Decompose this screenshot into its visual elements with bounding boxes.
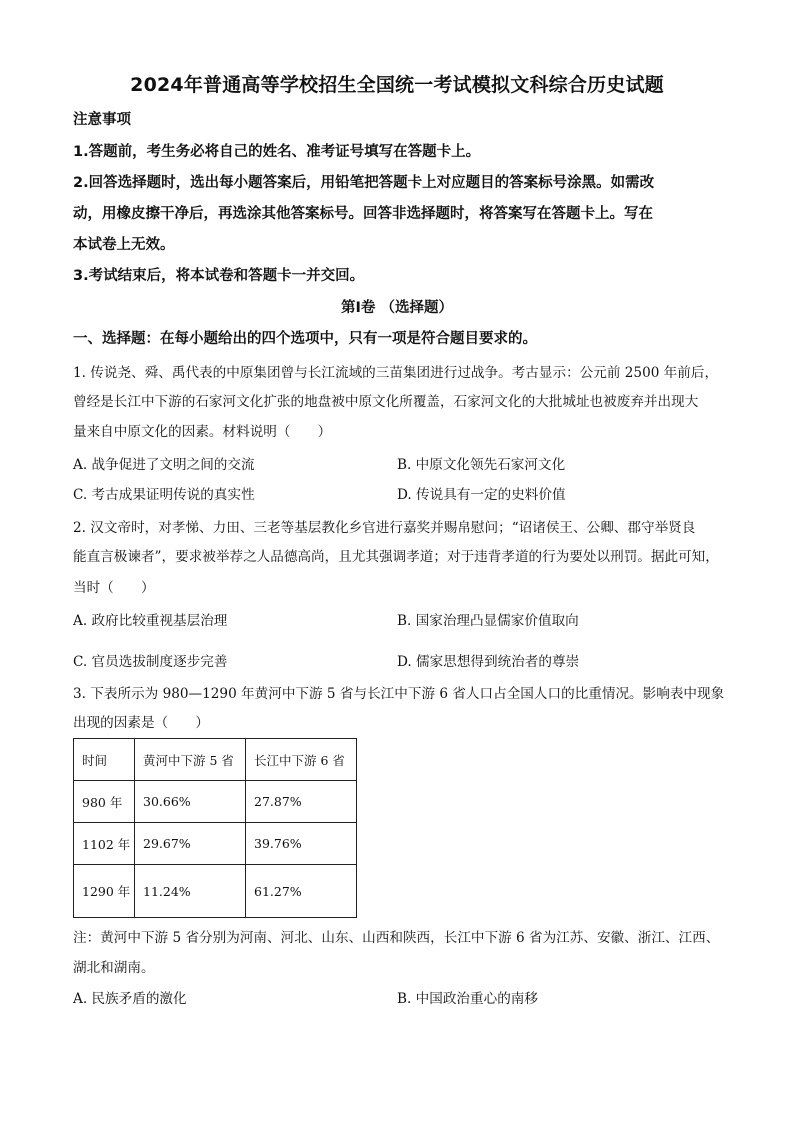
notice-item-1: 1.答题前，考生务必将自己的姓名、准考证号填写在答题卡上。 — [73, 144, 481, 160]
q3-option-a: A. 民族矛盾的激化 — [73, 991, 187, 1007]
notice-item-2-line-1: 2.回答选择题时，选出每小题答案后，用铅笔把答题卡上对应题目的答案标号涂黑。如需改 — [73, 175, 655, 191]
q1-stem-line-2: 曾经是长江中下游的石家河文化扩张的地盘被中原文化所覆盖，石家河文化的大批城址也被废弃并出现大 — [73, 394, 699, 410]
notice-heading: 注意事项 — [73, 112, 131, 128]
table-cell: 1102 年 — [74, 823, 135, 865]
q3-stem-line-2: 出现的因素是（ ） — [73, 715, 209, 731]
table-header-cell: 长江中下游 6 省 — [246, 739, 357, 781]
notice-item-2-line-2: 动，用橡皮擦干净后，再选涂其他答案标号。回答非选择题时，将答案写在答题卡上。写在 — [73, 206, 653, 222]
q1-option-a: A. 战争促进了文明之间的交流 — [73, 457, 255, 473]
q1-option-b: B. 中原文化领先石家河文化 — [397, 457, 566, 473]
q2-option-b: B. 国家治理凸显儒家价值取向 — [397, 613, 579, 629]
q1-option-d: D. 传说具有一定的史料价值 — [397, 487, 566, 503]
q2-stem-line-2: 能直言极谏者”，要求被举荐之人品德高尚，且尤其强调孝道；对于违背孝道的行为要处以刑罚。据此可知， — [73, 549, 719, 565]
q2-stem-line-3: 当时（ ） — [73, 580, 155, 596]
table-cell: 11.24% — [135, 865, 246, 918]
q3-option-b: B. 中国政治重心的南移 — [397, 991, 538, 1007]
q3-note-line-2: 湖北和湖南。 — [73, 960, 155, 976]
q1-stem-line-1: 1. 传说尧、舜、禹代表的中原集团曾与长江流域的三苗集团进行过战争。考古显示：公元前 2500 年前后， — [73, 365, 719, 381]
table-header-cell: 时间 — [74, 739, 135, 781]
q3-note-line-1: 注：黄河中下游 5 省分别为河南、河北、山东、山西和陕西，长江中下游 6 省为江苏、安徽、浙江、江西、 — [73, 930, 720, 946]
table-row — [74, 865, 357, 918]
q1-stem-line-3: 量来自中原文化的因素。材料说明（ ） — [73, 424, 332, 440]
q2-option-c: C. 官员选拔制度逐步完善 — [73, 654, 228, 670]
table-cell: 39.76% — [246, 823, 357, 865]
table-cell: 29.67% — [135, 823, 246, 865]
q1-option-c: C. 考古成果证明传说的真实性 — [73, 487, 255, 503]
table-cell: 61.27% — [246, 865, 357, 918]
table-cell: 1290 年 — [74, 865, 135, 918]
volume-heading: 第Ⅰ卷 （选择题） — [341, 300, 453, 316]
table-row — [74, 781, 357, 823]
q2-option-d: D. 儒家思想得到统治者的尊崇 — [397, 654, 580, 670]
notice-item-3: 3.考试结束后，将本试卷和答题卡一并交回。 — [73, 268, 365, 284]
exam-title: 2024年普通高等学校招生全国统一考试模拟文科综合历史试题 — [130, 74, 664, 96]
q2-option-a: A. 政府比较重视基层治理 — [73, 613, 228, 629]
q2-stem-line-1: 2. 汉文帝时，对孝悌、力田、三老等基层教化乡官进行嘉奖并赐帛慰问；“诏诸侯王、公卿、郡守举贤良 — [73, 520, 696, 536]
population-table — [73, 738, 357, 918]
table-cell: 27.87% — [246, 781, 357, 823]
section-heading: 一、选择题：在每小题给出的四个选项中，只有一项是符合题目要求的。 — [73, 331, 537, 347]
q3-stem-line-1: 3. 下表所示为 980—1290 年黄河中下游 5 省与长江中下游 6 省人口占全国人口的比重情况。影响表中现象 — [73, 686, 725, 702]
notice-item-2-line-3: 本试卷上无效。 — [73, 237, 175, 253]
table-cell: 980 年 — [74, 781, 135, 823]
table-header-row — [74, 739, 357, 781]
table-row — [74, 823, 357, 865]
table-header-cell: 黄河中下游 5 省 — [135, 739, 246, 781]
table-cell: 30.66% — [135, 781, 246, 823]
